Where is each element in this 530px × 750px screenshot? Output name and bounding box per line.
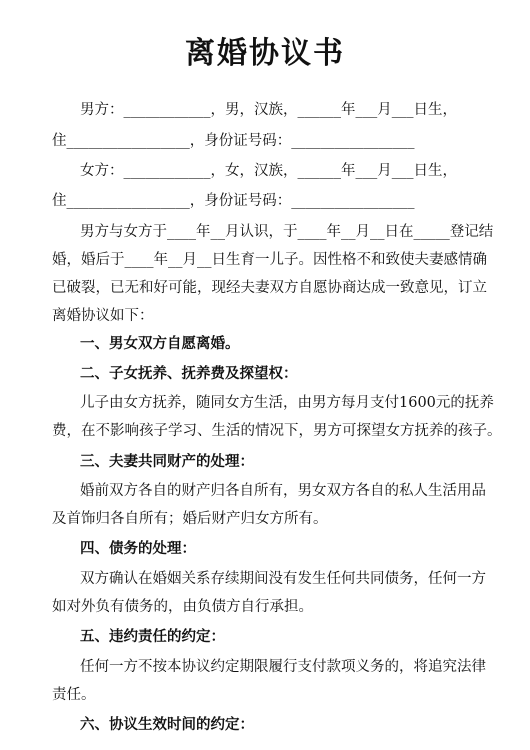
intro-paragraph-line: 离婚协议如下： [52, 308, 154, 324]
wife-info-line: 女方：____________，女，汉族，______年___月___日生， [80, 163, 457, 179]
section-5-text: 任何一方不按本协议约定期限履行支付款项义务的，将追究法律 [80, 659, 486, 675]
intro-paragraph-line: 已破裂，已无和好可能，现经夫妻双方自愿协商达成一致意见，订立 [52, 280, 487, 296]
intro-paragraph-line: 婚，婚后于____年__月__日生育一儿子。因性格不和致使夫妻感情确 [52, 252, 487, 268]
section-4-text: 双方确认在婚姻关系存续期间没有发生任何共同债务，任何一方 [80, 571, 486, 587]
husband-info-line: 男方：____________，男，汉族，______年___月___日生， [80, 102, 457, 118]
wife-address-line: 住_________________，身份证号码：_________________ [52, 193, 415, 209]
section-heading-2: 二、子女抚养、抚养费及探望权： [80, 365, 298, 382]
section-heading-4: 四、债务的处理： [80, 540, 196, 557]
section-4-text: 如对外负有债务的，由负债方自行承担。 [52, 599, 313, 615]
section-heading-5: 五、违约责任的约定： [80, 628, 225, 645]
section-2-text: 儿子由女方抚养，随同女方生活，由男方每月支付1600元的抚养 [80, 395, 494, 411]
husband-address-line: 住_________________，身份证号码：_________________ [52, 133, 415, 149]
section-5-text: 责任。 [52, 687, 96, 703]
section-heading-6: 六、协议生效时间的约定： [80, 716, 254, 733]
section-3-text: 婚前双方各自的财产归各自所有，男女双方各自的私人生活用品 [80, 483, 486, 499]
section-heading-1: 一、男女双方自愿离婚。 [80, 335, 240, 352]
section-2-text: 费，在不影响孩子学习、生活的情况下，男方可探望女方抚养的孩子。 [52, 423, 502, 439]
section-3-text: 及首饰归各自所有；婚后财产归女方所有。 [52, 511, 328, 527]
document-title: 离婚协议书 [185, 36, 345, 71]
section-heading-3: 三、夫妻共同财产的处理： [80, 453, 254, 470]
intro-paragraph-line: 男方与女方于____年__月认识，于____年__月__日在_____登记结 [80, 224, 494, 240]
